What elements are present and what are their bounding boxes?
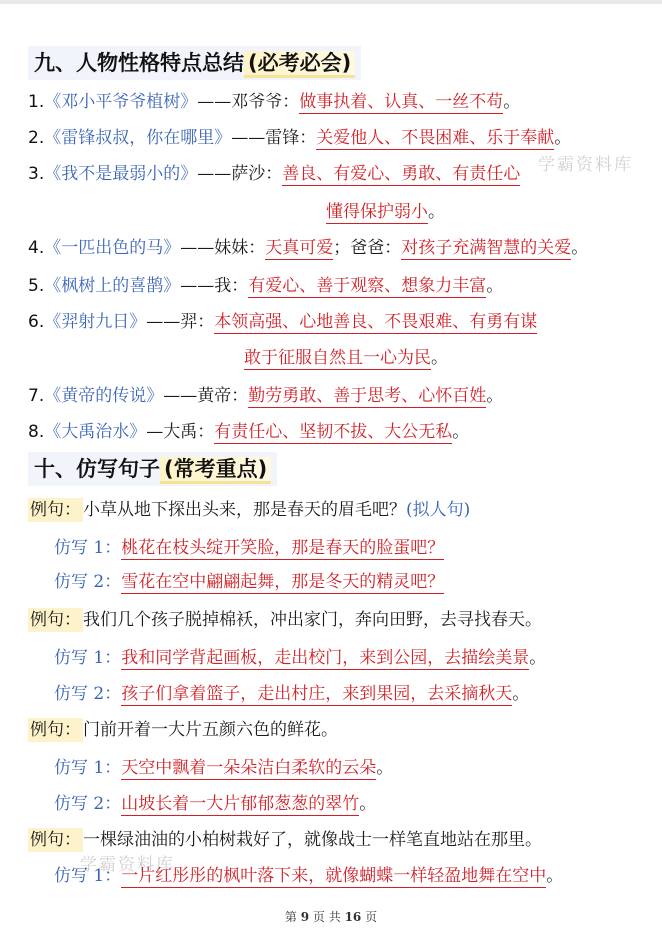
section-10-title-highlight: (常考重点) bbox=[160, 457, 271, 484]
imitation-sentence bbox=[54, 642, 546, 674]
footer-text: 页 共 bbox=[312, 910, 341, 924]
trait-answer: 关爱他人、不畏困难、乐于奉献 bbox=[316, 128, 555, 148]
character-name: 大禹： bbox=[163, 422, 215, 442]
trait-answer: 做事执着、认真、一丝不苟 bbox=[299, 92, 504, 112]
section-10-heading bbox=[28, 452, 277, 486]
character-name: 萨沙： bbox=[231, 164, 283, 184]
trait-answer: 敢于征服自然且一心为民 bbox=[244, 348, 431, 368]
example-label: 例句： bbox=[30, 720, 81, 740]
period: 。 bbox=[571, 238, 589, 258]
period: 。 bbox=[452, 422, 470, 442]
item-number: 6. bbox=[28, 312, 45, 332]
period: 。 bbox=[486, 386, 504, 406]
work-title: 《黄帝的传说》 bbox=[44, 386, 164, 406]
example-sentence bbox=[28, 604, 542, 636]
footer-text: 页 bbox=[365, 910, 378, 924]
work-title: 《雷锋叔叔，你在哪里》 bbox=[44, 128, 232, 148]
period: 。 bbox=[546, 866, 564, 886]
trait-answer: 勤劳勇敢、善于思考、心怀百姓 bbox=[248, 386, 487, 406]
item-number: 5. bbox=[28, 276, 45, 296]
dash: —— bbox=[197, 92, 232, 112]
footer-text: 第 bbox=[284, 910, 297, 924]
imitation-answer: 山坡长着一大片郁郁葱葱的翠竹 bbox=[121, 794, 360, 814]
character-name: 羿： bbox=[180, 312, 215, 332]
item-number: 7. bbox=[28, 386, 45, 406]
imitation-sentence bbox=[54, 788, 376, 820]
item-number: 3. bbox=[28, 164, 45, 184]
period: 。 bbox=[359, 794, 377, 814]
work-title: 《羿射九日》 bbox=[44, 312, 147, 332]
example-text: 小草从地下探出头来，那是春天的眉毛吧？ bbox=[83, 500, 406, 520]
page-footer bbox=[0, 908, 662, 925]
imitation-answer: 一片红彤彤的枫叶落下来，就像蝴蝶一样轻盈地舞在空中 bbox=[121, 866, 547, 886]
imitation-label: 仿写 2： bbox=[54, 794, 122, 814]
work-title: 《大禹治水》 bbox=[44, 422, 147, 442]
item-number: 8. bbox=[28, 422, 45, 442]
period: 。 bbox=[428, 202, 445, 222]
imitation-label: 仿写 1： bbox=[54, 538, 122, 558]
period: 。 bbox=[512, 684, 530, 704]
character-name: 妹妹： bbox=[214, 238, 266, 258]
list-item bbox=[28, 270, 503, 302]
period: 。 bbox=[431, 348, 448, 368]
dash: —— bbox=[180, 238, 215, 258]
character-name: 邓爷爷： bbox=[231, 92, 300, 112]
list-item-continuation bbox=[244, 342, 448, 374]
imitation-label: 仿写 1： bbox=[54, 648, 122, 668]
example-text: 门前开着一大片五颜六色的鲜花。 bbox=[83, 720, 338, 740]
period: 。 bbox=[503, 92, 521, 112]
period: 。 bbox=[486, 276, 504, 296]
list-item-continuation bbox=[326, 196, 445, 228]
character-name: 我： bbox=[214, 276, 249, 296]
dash: —— bbox=[180, 276, 215, 296]
page-number: 9 bbox=[300, 910, 310, 924]
imitation-sentence bbox=[54, 678, 529, 710]
imitation-answer: 孩子们拿着篮子，走出村庄，来到果园，去采摘秋天 bbox=[121, 684, 513, 704]
imitation-answer: 雪花在空中翩翩起舞，那是冬天的精灵吧？ bbox=[121, 572, 445, 592]
work-title: 《枫树上的喜鹊》 bbox=[44, 276, 181, 296]
section-9-heading bbox=[28, 46, 361, 80]
imitation-label: 仿写 1： bbox=[54, 866, 122, 886]
trait-answer: 懂得保护弱小 bbox=[326, 202, 428, 222]
top-border bbox=[0, 0, 662, 4]
dash: —— bbox=[197, 164, 232, 184]
example-sentence bbox=[28, 494, 470, 526]
period: 。 bbox=[376, 758, 394, 778]
character-name: 黄帝： bbox=[197, 386, 249, 406]
item-number: 2. bbox=[28, 128, 45, 148]
section-10-title: 十、仿写句子 bbox=[34, 457, 160, 481]
period: 。 bbox=[529, 648, 547, 668]
section-9-title-highlight: (必考必会) bbox=[244, 51, 355, 78]
section-9-title: 九、人物性格特点总结 bbox=[34, 51, 244, 75]
trait-answer: 本领高强、心地善良、不畏艰难、有勇有谋 bbox=[214, 312, 538, 332]
imitation-sentence bbox=[54, 566, 444, 598]
character-name: 雷锋： bbox=[265, 128, 317, 148]
work-title: 《我不是最弱小的》 bbox=[44, 164, 198, 184]
sentence-type-hint: (拟人句) bbox=[406, 500, 471, 520]
trait-answer: 天真可爱 bbox=[265, 238, 334, 258]
imitation-label: 仿写 2： bbox=[54, 684, 122, 704]
period: 。 bbox=[554, 128, 572, 148]
imitation-label: 仿写 2： bbox=[54, 572, 122, 592]
character-name: ；爸爸： bbox=[333, 238, 402, 258]
item-number: 4. bbox=[28, 238, 45, 258]
page-total: 16 bbox=[344, 910, 362, 924]
example-text: 一棵绿油油的小柏树栽好了，就像战士一样笔直地站在那里。 bbox=[83, 830, 542, 850]
list-item bbox=[28, 232, 588, 264]
list-item bbox=[28, 86, 520, 118]
imitation-answer: 我和同学背起画板，走出校门，来到公园，去描绘美景 bbox=[121, 648, 530, 668]
list-item bbox=[28, 380, 503, 412]
imitation-answer: 桃花在枝头绽开笑脸，那是春天的脸蛋吧？ bbox=[121, 538, 445, 558]
list-item bbox=[28, 122, 571, 154]
dash: —— bbox=[231, 128, 266, 148]
trait-answer: 有爱心、善于观察、想象力丰富 bbox=[248, 276, 487, 296]
list-item bbox=[28, 158, 520, 190]
example-label: 例句： bbox=[30, 500, 81, 520]
dash: — bbox=[146, 422, 164, 442]
imitation-sentence bbox=[54, 532, 444, 564]
list-item bbox=[28, 306, 537, 338]
work-title: 《邓小平爷爷植树》 bbox=[44, 92, 198, 112]
example-label: 例句： bbox=[30, 830, 81, 850]
imitation-label: 仿写 1： bbox=[54, 758, 122, 778]
example-label: 例句： bbox=[30, 610, 81, 630]
imitation-answer: 天空中飘着一朵朵洁白柔软的云朵 bbox=[121, 758, 377, 778]
trait-answer: 对孩子充满智慧的关爱 bbox=[401, 238, 572, 258]
watermark: 学霸资料库 bbox=[80, 855, 175, 875]
trait-answer: 善良、有爱心、勇敢、有责任心 bbox=[282, 164, 521, 184]
list-item bbox=[28, 416, 469, 448]
example-sentence bbox=[28, 714, 338, 746]
dash: —— bbox=[163, 386, 198, 406]
work-title: 《一匹出色的马》 bbox=[44, 238, 181, 258]
trait-answer: 有责任心、坚韧不拔、大公无私 bbox=[214, 422, 453, 442]
watermark: 学霸资料库 bbox=[538, 155, 633, 175]
dash: —— bbox=[146, 312, 181, 332]
item-number: 1. bbox=[28, 92, 45, 112]
example-text: 我们几个孩子脱掉棉袄，冲出家门，奔向田野，去寻找春天。 bbox=[83, 610, 542, 630]
imitation-sentence bbox=[54, 752, 393, 784]
